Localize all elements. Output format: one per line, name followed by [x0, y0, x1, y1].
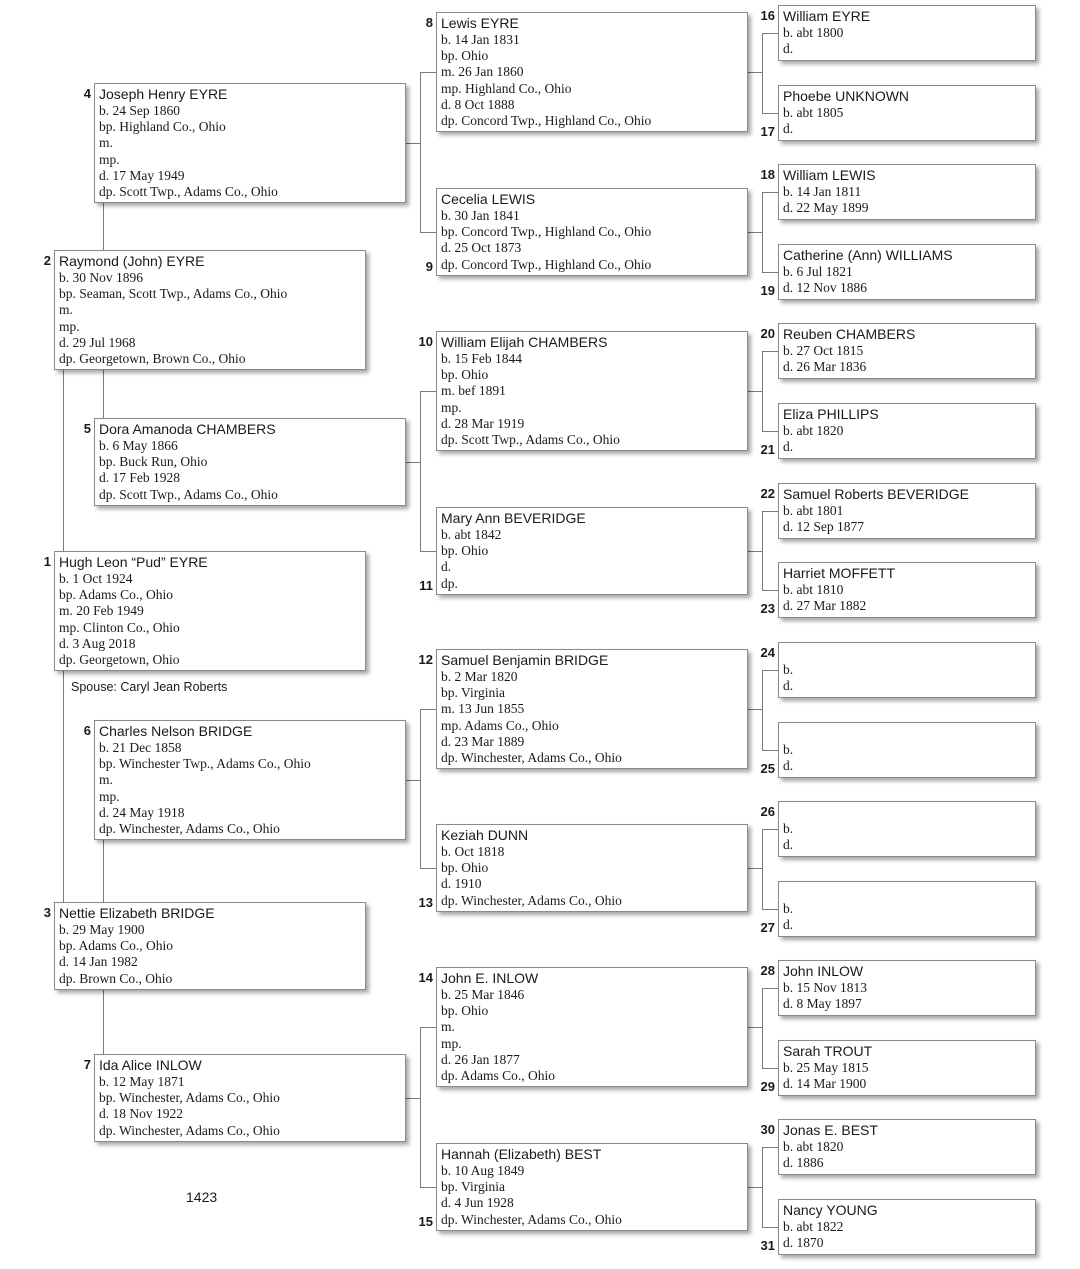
person-box-9[interactable]	[436, 188, 748, 276]
person-number: 19	[760, 283, 775, 298]
person-detail-line: bp. Adams Co., Ohio	[59, 587, 174, 603]
person-detail-line: dp.	[441, 575, 458, 591]
person-detail-line: m. 26 Jan 1860	[441, 64, 524, 80]
person-detail-line: d. 8 Oct 1888	[441, 96, 515, 112]
person-detail-line: bp. Virginia	[441, 1179, 505, 1195]
connector-line	[762, 33, 778, 34]
person-box-14[interactable]	[436, 967, 748, 1087]
person-detail-line: b. 27 Oct 1815	[783, 343, 864, 358]
person-box-16[interactable]	[778, 5, 1036, 61]
person-number: 14	[418, 970, 433, 985]
person-detail-line: b. 1 Oct 1924	[59, 571, 133, 586]
connector-line	[420, 391, 436, 392]
connector-line	[420, 868, 436, 869]
connector-line	[762, 988, 778, 989]
connector-line	[762, 670, 763, 750]
connector-line	[406, 143, 420, 144]
person-detail-line: mp.	[441, 1035, 462, 1051]
person-name: William LEWIS	[783, 167, 876, 183]
person-number: 22	[760, 486, 775, 501]
person-detail-line: mp. Clinton Co., Ohio	[59, 619, 180, 635]
connector-line	[420, 232, 436, 233]
person-name: Hugh Leon “Pud” EYRE	[59, 554, 208, 570]
connector-line	[406, 462, 420, 463]
person-name: Samuel Benjamin BRIDGE	[441, 652, 609, 668]
person-detail-line: b. abt 1805	[783, 105, 844, 120]
connector-line	[762, 192, 763, 272]
person-name: John E. INLOW	[441, 970, 539, 986]
connector-line	[762, 829, 778, 830]
person-detail-line: d.	[783, 917, 794, 933]
connector-line	[748, 1027, 762, 1028]
person-detail-line: bp. Ohio	[441, 48, 489, 64]
person-number: 10	[418, 334, 433, 349]
person-box-20[interactable]	[778, 323, 1036, 379]
person-name: Reuben CHAMBERS	[783, 326, 916, 342]
person-name: Cecelia LEWIS	[441, 191, 536, 207]
person-detail-line: d.	[783, 41, 794, 57]
person-detail-line: d. 26 Jan 1877	[441, 1051, 520, 1067]
connector-line	[406, 780, 420, 781]
person-detail-line: bp. Seaman, Scott Twp., Adams Co., Ohio	[59, 286, 288, 302]
person-number: 31	[760, 1238, 775, 1253]
person-detail-line: d.	[783, 758, 794, 774]
person-detail-line: b. 30 Nov 1896	[59, 270, 143, 285]
connector-line	[748, 232, 762, 233]
connector-line	[762, 1147, 778, 1148]
person-number: 6	[83, 723, 91, 738]
person-detail-line: d. 12 Nov 1886	[783, 280, 867, 296]
person-name: Jonas E. BEST	[783, 1122, 878, 1138]
person-detail-line: d. 17 Feb 1928	[99, 470, 180, 486]
person-detail-line: b. 15 Feb 1844	[441, 351, 522, 366]
person-detail-line: dp. Scott Twp., Adams Co., Ohio	[99, 184, 278, 200]
person-box-4[interactable]	[94, 83, 406, 203]
person-box-15[interactable]	[436, 1143, 748, 1231]
person-detail-line: b.	[783, 901, 794, 916]
connector-line	[420, 709, 421, 868]
person-detail-line: mp.	[99, 788, 120, 804]
person-detail-line: b. 24 Sep 1860	[99, 103, 180, 118]
person-detail-line: dp. Scott Twp., Adams Co., Ohio	[441, 432, 620, 448]
person-detail-line: bp. Highland Co., Ohio	[99, 119, 226, 135]
person-detail-line: b.	[783, 821, 794, 836]
person-number: 7	[83, 1057, 91, 1072]
person-number: 30	[760, 1122, 775, 1137]
person-box-6[interactable]	[94, 720, 406, 840]
connector-line	[762, 113, 778, 114]
person-detail-line: bp. Concord Twp., Highland Co., Ohio	[441, 224, 652, 240]
person-detail-line: b. 2 Mar 1820	[441, 669, 518, 684]
person-detail-line: m. bef 1891	[441, 383, 506, 399]
person-detail-line: bp. Adams Co., Ohio	[59, 938, 174, 954]
person-detail-line: bp. Virginia	[441, 685, 505, 701]
person-number: 2	[43, 253, 51, 268]
person-number: 1	[43, 554, 51, 569]
person-box-17[interactable]	[778, 85, 1036, 141]
person-detail-line: d. 4 Jun 1928	[441, 1195, 514, 1211]
connector-line	[762, 1068, 778, 1069]
person-detail-line: d. 17 May 1949	[99, 167, 185, 183]
person-detail-line: bp. Ohio	[441, 860, 489, 876]
person-detail-line: b. 25 May 1815	[783, 1060, 869, 1075]
person-name: Samuel Roberts BEVERIDGE	[783, 486, 969, 502]
person-detail-line: d.	[783, 121, 794, 137]
connector-line	[762, 351, 763, 431]
person-number: 24	[760, 645, 775, 660]
person-name: Nancy YOUNG	[783, 1202, 878, 1218]
person-box-31[interactable]	[778, 1199, 1036, 1255]
person-number: 15	[418, 1214, 433, 1229]
person-box-30[interactable]	[778, 1119, 1036, 1175]
person-name	[783, 645, 1035, 662]
connector-line	[748, 72, 762, 73]
person-detail-line: d.	[441, 559, 452, 575]
person-detail-line: dp. Adams Co., Ohio	[441, 1068, 556, 1084]
connector-line	[762, 511, 778, 512]
person-detail-line: b. abt 1820	[783, 423, 844, 438]
person-detail-line: b. 6 May 1866	[99, 438, 178, 453]
person-number: 29	[760, 1079, 775, 1094]
person-detail-line: bp. Ohio	[441, 367, 489, 383]
person-name: Catherine (Ann) WILLIAMS	[783, 247, 953, 263]
person-name: Hannah (Elizabeth) BEST	[441, 1146, 602, 1162]
person-name: Charles Nelson BRIDGE	[99, 723, 253, 739]
person-detail-line: d. 23 Mar 1889	[441, 733, 525, 749]
person-name: Nettie Elizabeth BRIDGE	[59, 905, 215, 921]
person-name	[783, 804, 1035, 821]
person-number: 20	[760, 326, 775, 341]
person-box-13[interactable]	[436, 824, 748, 912]
connector-line	[420, 72, 436, 73]
connector-line	[762, 1147, 763, 1227]
person-name: Eliza PHILLIPS	[783, 406, 879, 422]
person-detail-line: d. 22 May 1899	[783, 200, 869, 216]
connector-line	[762, 909, 778, 910]
person-detail-line: b.	[783, 742, 794, 757]
person-detail-line: b. 10 Aug 1849	[441, 1163, 525, 1178]
person-detail-line: b. Oct 1818	[441, 844, 505, 859]
page-number: 1423	[186, 1189, 218, 1205]
person-detail-line: mp. Adams Co., Ohio	[441, 717, 559, 733]
person-box-1[interactable]	[54, 551, 366, 671]
person-number: 3	[43, 905, 51, 920]
person-detail-line: d. 18 Nov 1922	[99, 1106, 183, 1122]
person-number: 4	[83, 86, 91, 101]
person-name	[783, 725, 1035, 742]
connector-line	[762, 750, 778, 751]
person-number: 17	[760, 124, 775, 139]
person-box-10[interactable]	[436, 331, 748, 451]
connector-line	[762, 33, 763, 113]
person-detail-line: m.	[441, 1019, 455, 1035]
person-detail-line: d. 1886	[783, 1155, 824, 1171]
connector-line	[762, 829, 763, 909]
person-detail-line: d. 3 Aug 2018	[59, 635, 136, 651]
connector-line	[762, 431, 778, 432]
person-number: 26	[760, 804, 775, 819]
person-detail-line: dp. Georgetown, Brown Co., Ohio	[59, 351, 246, 367]
person-detail-line: b. 6 Jul 1821	[783, 264, 853, 279]
person-name: William EYRE	[783, 8, 871, 24]
person-box-11[interactable]	[436, 507, 748, 595]
person-name: Sarah TROUT	[783, 1043, 873, 1059]
connector-line	[748, 868, 762, 869]
person-box-23[interactable]	[778, 562, 1036, 618]
person-detail-line: d. 14 Jan 1982	[59, 954, 138, 970]
connector-line	[762, 192, 778, 193]
person-box-24[interactable]	[778, 642, 1036, 698]
person-detail-line: dp. Winchester, Adams Co., Ohio	[441, 750, 622, 766]
person-detail-line: d. 8 May 1897	[783, 996, 862, 1012]
connector-line	[748, 1187, 762, 1188]
person-name: Lewis EYRE	[441, 15, 519, 31]
person-name: Mary Ann BEVERIDGE	[441, 510, 586, 526]
person-detail-line: mp.	[99, 151, 120, 167]
person-name: Ida Alice INLOW	[99, 1057, 202, 1073]
person-number: 8	[425, 15, 433, 30]
person-number: 12	[418, 652, 433, 667]
person-box-26[interactable]	[778, 801, 1036, 857]
person-detail-line: dp. Winchester, Adams Co., Ohio	[441, 892, 622, 908]
person-detail-line: dp. Winchester, Adams Co., Ohio	[441, 1211, 622, 1227]
person-detail-line: d. 1910	[441, 876, 482, 892]
person-detail-line: d. 25 Oct 1873	[441, 240, 522, 256]
person-detail-line: b. abt 1842	[441, 527, 502, 542]
connector-line	[762, 351, 778, 352]
person-detail-line: bp. Winchester, Adams Co., Ohio	[99, 1090, 280, 1106]
person-detail-line: dp. Brown Co., Ohio	[59, 970, 173, 986]
person-detail-line: d. 12 Sep 1877	[783, 519, 864, 535]
person-box-25[interactable]	[778, 722, 1036, 778]
person-detail-line: m.	[99, 772, 113, 788]
person-detail-line: d.	[783, 678, 794, 694]
person-detail-line: d. 24 May 1918	[99, 804, 185, 820]
person-detail-line: d.	[783, 439, 794, 455]
person-detail-line: d. 28 Mar 1919	[441, 415, 525, 431]
person-name: William Elijah CHAMBERS	[441, 334, 608, 350]
person-detail-line: b. abt 1822	[783, 1219, 844, 1234]
connector-line	[748, 391, 762, 392]
person-detail-line: d. 14 Mar 1900	[783, 1076, 867, 1092]
person-name: Joseph Henry EYRE	[99, 86, 228, 102]
person-detail-line: bp. Winchester Twp., Adams Co., Ohio	[99, 756, 311, 772]
person-box-12[interactable]	[436, 649, 748, 769]
person-box-27[interactable]	[778, 881, 1036, 937]
person-number: 23	[760, 601, 775, 616]
connector-line	[406, 1098, 420, 1099]
person-detail-line: d. 26 Mar 1836	[783, 359, 867, 375]
person-box-7[interactable]	[94, 1054, 406, 1142]
person-detail-line: dp. Scott Twp., Adams Co., Ohio	[99, 486, 278, 502]
person-box-18[interactable]	[778, 164, 1036, 220]
person-number: 25	[760, 761, 775, 776]
person-name: John INLOW	[783, 963, 864, 979]
connector-line	[748, 709, 762, 710]
person-box-19[interactable]	[778, 244, 1036, 300]
connector-line	[762, 988, 763, 1068]
person-name	[783, 884, 1035, 901]
person-name: Keziah DUNN	[441, 827, 529, 843]
person-detail-line: dp. Georgetown, Ohio	[59, 652, 180, 668]
connector-line	[420, 1027, 436, 1028]
person-detail-line: b. 25 Mar 1846	[441, 987, 525, 1002]
person-detail-line: d. 1870	[783, 1235, 824, 1251]
person-number: 21	[760, 442, 775, 457]
person-detail-line: b. 14 Jan 1831	[441, 32, 520, 47]
person-box-21[interactable]	[778, 403, 1036, 459]
person-detail-line: b. 14 Jan 1811	[783, 184, 862, 199]
spouse-label: Spouse: Caryl Jean Roberts	[71, 680, 228, 694]
person-detail-line: dp. Winchester, Adams Co., Ohio	[99, 1122, 280, 1138]
person-number: 11	[419, 578, 433, 593]
connector-line	[762, 670, 778, 671]
person-box-5[interactable]	[94, 418, 406, 506]
person-detail-line: mp.	[59, 318, 80, 334]
person-number: 9	[425, 259, 433, 274]
connector-line	[762, 511, 763, 590]
person-detail-line: d. 29 Jul 1968	[59, 334, 136, 350]
person-detail-line: b. 29 May 1900	[59, 922, 145, 937]
person-detail-line: dp. Winchester, Adams Co., Ohio	[99, 821, 280, 837]
connector-line	[762, 1227, 778, 1228]
person-box-28[interactable]	[778, 960, 1036, 1016]
person-detail-line: b. abt 1820	[783, 1139, 844, 1154]
person-number: 5	[83, 421, 91, 436]
person-detail-line: bp. Ohio	[441, 543, 489, 559]
person-detail-line: dp. Concord Twp., Highland Co., Ohio	[441, 256, 652, 272]
connector-line	[420, 1027, 421, 1187]
connector-line	[420, 391, 421, 551]
person-box-2[interactable]	[54, 250, 366, 370]
person-detail-line: b. 21 Dec 1858	[99, 740, 182, 755]
person-number: 27	[760, 920, 775, 935]
person-name: Dora Amanoda CHAMBERS	[99, 421, 276, 437]
person-detail-line: d. 27 Mar 1882	[783, 598, 867, 614]
person-number: 16	[760, 8, 775, 23]
person-detail-line: m. 20 Feb 1949	[59, 603, 144, 619]
connector-line	[420, 709, 436, 710]
person-detail-line: dp. Concord Twp., Highland Co., Ohio	[441, 113, 652, 129]
person-number: 18	[760, 167, 775, 182]
connector-line	[420, 1187, 436, 1188]
person-detail-line: b. 30 Jan 1841	[441, 208, 520, 223]
person-box-29[interactable]	[778, 1040, 1036, 1096]
connector-line	[762, 272, 778, 273]
person-detail-line: b. abt 1801	[783, 503, 844, 518]
person-box-8[interactable]	[436, 12, 748, 132]
person-detail-line: b. abt 1800	[783, 25, 844, 40]
person-number: 13	[418, 895, 433, 910]
person-detail-line: b. 15 Nov 1813	[783, 980, 867, 995]
person-name: Raymond (John) EYRE	[59, 253, 205, 269]
person-box-3[interactable]	[54, 902, 366, 990]
connector-line	[762, 590, 778, 591]
person-detail-line: m.	[99, 135, 113, 151]
person-detail-line: mp. Highland Co., Ohio	[441, 80, 572, 96]
connector-line	[748, 551, 762, 552]
person-detail-line: m.	[59, 302, 73, 318]
connector-line	[420, 551, 436, 552]
person-detail-line: b. 12 May 1871	[99, 1074, 185, 1089]
person-detail-line: b. abt 1810	[783, 582, 844, 597]
person-name: Phoebe UNKNOWN	[783, 88, 910, 104]
person-detail-line: m. 13 Jun 1855	[441, 701, 525, 717]
person-name: Harriet MOFFETT	[783, 565, 895, 581]
connector-line	[420, 72, 421, 232]
person-box-22[interactable]	[778, 483, 1036, 539]
person-number: 28	[760, 963, 775, 978]
person-detail-line: b.	[783, 662, 794, 677]
person-detail-line: mp.	[441, 399, 462, 415]
person-detail-line: bp. Buck Run, Ohio	[99, 454, 208, 470]
person-detail-line: d.	[783, 837, 794, 853]
person-detail-line: bp. Ohio	[441, 1003, 489, 1019]
